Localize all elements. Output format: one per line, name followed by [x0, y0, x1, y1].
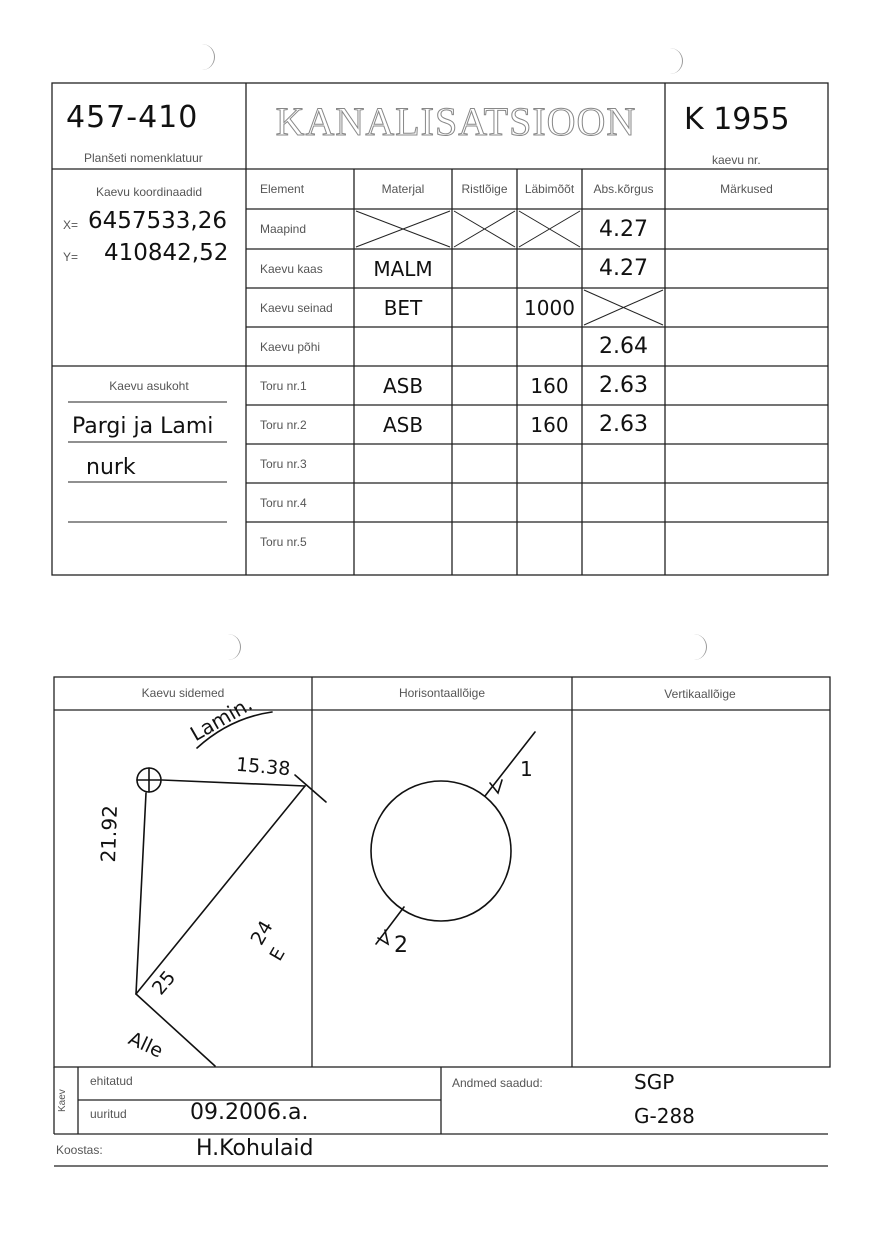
cell-materjal: ASB	[382, 412, 424, 437]
sketch-distance-left: 21.92	[96, 804, 122, 863]
cell-materjal: MALM	[373, 256, 433, 281]
header-labimoot: Läbimõõt	[524, 182, 575, 196]
sketch-street-bottom: Alle	[125, 1027, 167, 1063]
section-pipe-2-label: 2	[394, 933, 408, 958]
cell-labimoot: 1000	[524, 295, 575, 320]
built-label: ehitatud	[90, 1074, 133, 1088]
sketch-house-number: 24	[246, 917, 278, 949]
header-markused: Märkused	[720, 182, 773, 196]
row-element-label: Kaevu põhi	[260, 339, 321, 354]
cell-abs-korgus: 4.27	[599, 256, 648, 281]
row-element-label: Toru nr.3	[260, 456, 307, 471]
cell-labimoot: 160	[530, 412, 569, 437]
nomenclature-label: Planšeti nomenklatuur	[84, 151, 203, 165]
coordinates-label: Kaevu koordinaadid	[95, 185, 203, 199]
header-materjal: Materjal	[381, 182, 425, 196]
y-prefix: Y=	[63, 250, 79, 264]
row-element-label: Maapind	[260, 222, 307, 236]
cell-materjal: BET	[383, 295, 423, 320]
col-header-vertikaalloige: Vertikaallõige	[664, 687, 736, 701]
side-label-kaev: Kaev	[57, 1089, 68, 1112]
col-header-kaevu-sidemed: Kaevu sidemed	[141, 686, 225, 700]
row-element-label: Kaevu seinad	[260, 300, 333, 315]
header-ristloige: Ristlõige	[461, 182, 508, 196]
surveyed-label: uuritud	[90, 1107, 127, 1121]
sketch-distance-top: 15.38	[235, 753, 292, 781]
cell-abs-korgus: 2.64	[599, 334, 648, 359]
form-title: KANALISATSIOON	[275, 99, 637, 144]
row-element-label: Kaevu kaas	[260, 261, 323, 276]
author-label: Koostas:	[56, 1143, 103, 1157]
header-element: Element	[260, 182, 305, 196]
header-abs-korgus: Abs.kõrgus	[593, 182, 654, 196]
sketch-house-letter: E	[265, 944, 290, 965]
surveyed-value: 09.2006.a.	[190, 1100, 309, 1125]
location-label: Kaevu asukoht	[109, 379, 189, 393]
author-value: H.Kohulaid	[196, 1136, 314, 1161]
source-value-1: SGP	[634, 1070, 675, 1094]
location-line-1: Pargi ja Lami	[72, 414, 214, 439]
row-element-label: Toru nr.2	[260, 417, 307, 432]
source-label: Andmed saadud:	[452, 1076, 543, 1090]
well-number-value: K 1955	[684, 102, 790, 137]
section-pipe-1-label: 1	[520, 757, 533, 781]
cell-abs-korgus: 2.63	[599, 373, 648, 398]
location-line-2: nurk	[86, 455, 136, 480]
row-element-label: Toru nr.5	[260, 535, 307, 549]
x-coordinate-value: 6457533,26	[88, 208, 228, 234]
row-element-label: Toru nr.1	[260, 378, 307, 393]
cell-abs-korgus: 2.63	[599, 412, 648, 437]
source-value-2: G-288	[634, 1104, 695, 1128]
cell-labimoot: 160	[530, 373, 569, 398]
nomenclature-value: 457-410	[66, 100, 199, 135]
sketch-distance-angle: 25	[147, 966, 181, 1000]
row-element-label: Toru nr.4	[260, 495, 307, 510]
cell-abs-korgus: 4.27	[599, 216, 648, 242]
x-prefix: X=	[63, 218, 79, 232]
well-number-label: kaevu nr.	[712, 153, 761, 167]
col-header-horisontaalloige: Horisontaallõige	[398, 686, 486, 700]
cell-materjal: ASB	[382, 373, 424, 398]
sketch-street-top: Lamin.	[186, 691, 257, 746]
y-coordinate-value: 410842,52	[104, 240, 229, 266]
